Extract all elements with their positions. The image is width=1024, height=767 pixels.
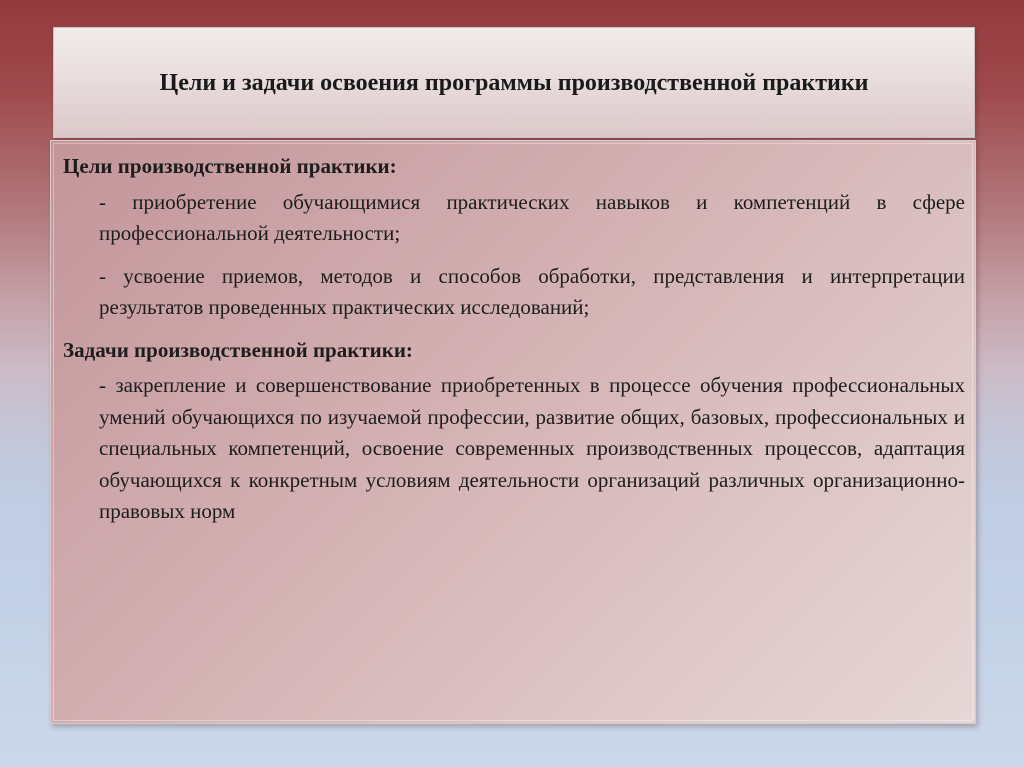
goals-heading: Цели производственной практики: bbox=[63, 154, 397, 178]
tasks-heading: Задачи производственной практики: bbox=[63, 337, 413, 362]
goal-item-2: - усвоение приемов, методов и способов обработки, представления и интерпретации результатов проведенных практических исследований; bbox=[99, 263, 965, 319]
slide-title-box bbox=[53, 27, 975, 138]
goal-item-1: - приобретение обучающимися практических навыков и компетенций в сфере профессиональной деятельности; bbox=[99, 189, 965, 245]
content-box bbox=[50, 140, 976, 724]
content-body bbox=[63, 151, 965, 528]
slide-title: Цели и задачи освоения программы производственной практики bbox=[159, 70, 869, 96]
task-item-1: - закрепление и совершенствование приобретенных в процессе обучения профессиональных умений обучающихся по изучаемой профессии, развитие общих, базовых, профессиональных и специальных компетенций, освоение современных производственных процессов, адаптация обучающихся к конкретным условиям деятельности организаций различных организационно-правовых норм bbox=[99, 373, 965, 523]
